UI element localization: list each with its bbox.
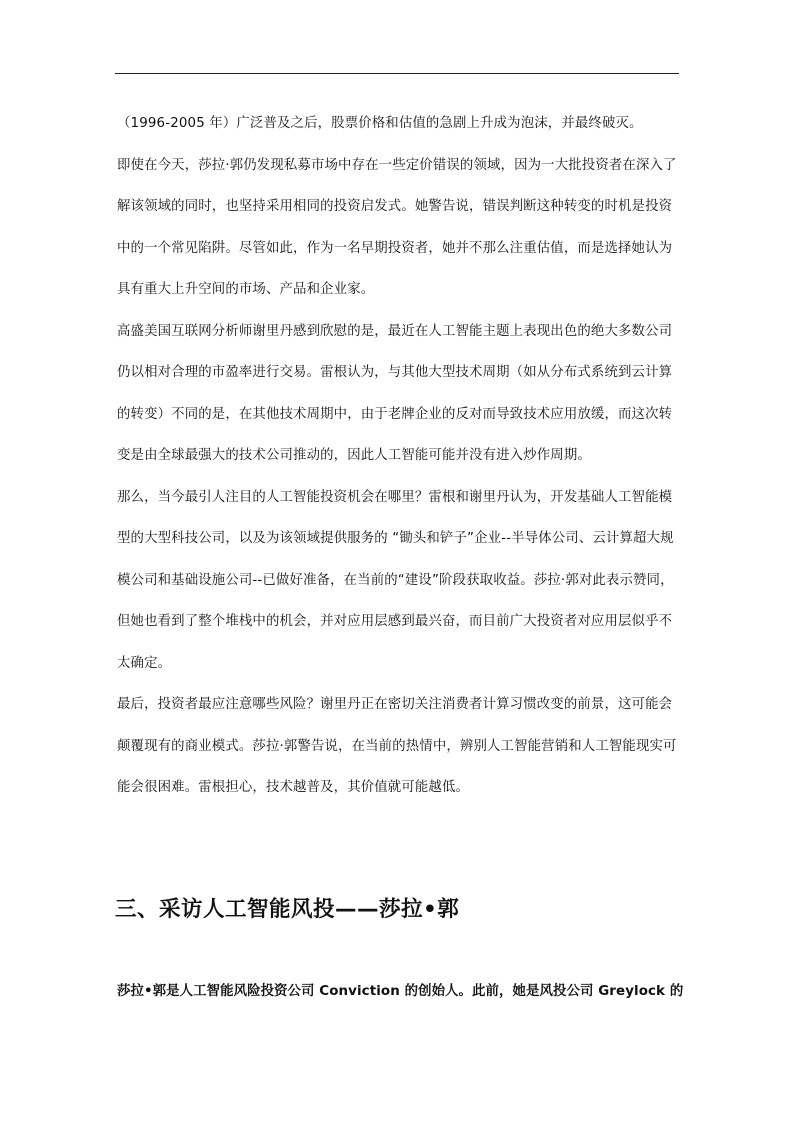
header-rule: [115, 73, 679, 74]
paragraph: 即使在今天，莎拉·郭仍发现私募市场中存在一些定价错误的领域，因为一大批投资者在深入了解该领域的同时，也坚持采用相同的投资启发式。她警告说，错误判断这种转变的时机是投资中的一个常见陷阱。尽管如此，作为一名早期投资者，她并不那么注重估值，而是选择她认为具有重大上升空间的市场、产品和企业家。: [117, 157, 677, 297]
paragraph: 高盛美国互联网分析师谢里丹感到欣慰的是，最近在人工智能主题上表现出色的绝大多数公司仍以相对合理的市盈率进行交易。雷根认为，与其他大型技术周期（如从分布式系统到云计算的转变）不同的是，在其他技术周期中，由于老牌企业的反对而导致技术应用放缓，而这次转变是由全球最强大的技术公司推动的，因此人工智能可能并没有进入炒作周期。: [117, 323, 673, 463]
paragraph: （1996-2005 年）广泛普及之后，股票价格和估值的急剧上升成为泡沫，并最终破灭。: [117, 116, 643, 131]
body-text: [117, 103, 679, 809]
paragraph: 那么，当今最引人注目的人工智能投资机会在哪里？雷根和谢里丹认为，开发基础人工智能模型的大型科技公司，以及为该领域提供服务的 “锄头和铲子”企业--半导体公司、云计算超大规模公司和基础设施公司--已做好准备，在当前的“建设”阶段获取收益。莎拉·郭对此表示赞同，但她也看到了整个堆栈中的机会，并对应用层感到最兴奋，而目前广大投资者对应用层似乎不太确定。: [117, 489, 674, 671]
section-heading: 三、采访人工智能风投——莎拉•郭: [115, 897, 460, 922]
paragraph: 最后，投资者最应注意哪些风险？谢里丹正在密切关注消费者计算习惯改变的前景，这可能会颠覆现有的商业模式。莎拉·郭警告说，在当前的热情中，辨别人工智能营销和人工智能现实可能会很困难。雷根担心，技术越普及，其价值就可能越低。: [117, 697, 677, 795]
section-intro: 莎拉•郭是人工智能风险投资公司 Conviction 的创始人。此前，她是风投公司 Greylock 的: [117, 984, 684, 999]
